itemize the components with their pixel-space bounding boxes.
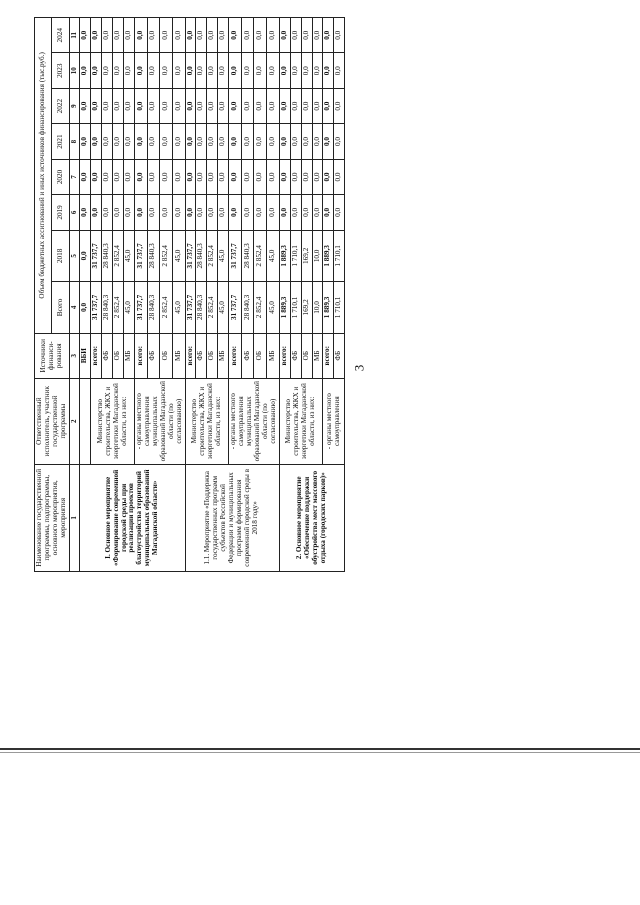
row-value-cell: 169,2 bbox=[301, 230, 312, 282]
row-value-cell: 0,0 bbox=[229, 18, 242, 54]
row-source-cell: МБ bbox=[267, 333, 280, 378]
row-value-cell: 0,0 bbox=[91, 159, 102, 194]
row-value-cell: 0,0 bbox=[124, 159, 135, 194]
row-value-cell: 0,0 bbox=[279, 159, 290, 194]
row-value-cell: 0,0 bbox=[160, 195, 173, 230]
row-value-cell: 0,0 bbox=[80, 88, 91, 123]
row-value-cell: 0,0 bbox=[185, 88, 196, 123]
row-value-cell: 0,0 bbox=[113, 88, 124, 123]
row-value-cell: 0,0 bbox=[124, 53, 135, 88]
row-value-cell: 0,0 bbox=[185, 159, 196, 194]
row-source-cell: МБ bbox=[172, 333, 185, 378]
header-year: 2023 bbox=[52, 53, 69, 88]
row-value-cell: 0,0 bbox=[334, 159, 345, 194]
row-value-cell: 0,0 bbox=[91, 53, 102, 88]
row-value-cell: 0,0 bbox=[218, 88, 229, 123]
row-value-cell: 10,0 bbox=[312, 282, 323, 334]
row-value-cell: 0,0 bbox=[172, 18, 185, 54]
row-value-cell: 0,0 bbox=[80, 195, 91, 230]
row-value-cell: 0,0 bbox=[80, 159, 91, 194]
row-value-cell: 1 889,3 bbox=[323, 230, 334, 282]
row-value-cell: 0,0 bbox=[134, 18, 147, 54]
row-value-cell: 0,0 bbox=[254, 88, 267, 123]
table-row bbox=[80, 18, 91, 572]
row-value-cell: 0,0 bbox=[185, 53, 196, 88]
row-value-cell: 0,0 bbox=[134, 88, 147, 123]
row-value-cell: 2 852,4 bbox=[113, 230, 124, 282]
row-value-cell: 0,0 bbox=[124, 18, 135, 54]
row-value-cell: 0,0 bbox=[301, 195, 312, 230]
row-value-cell: 0,0 bbox=[218, 195, 229, 230]
row-source-cell: всего: bbox=[279, 333, 290, 378]
row-value-cell: 0,0 bbox=[267, 124, 280, 159]
row-value-cell: 0,0 bbox=[160, 18, 173, 54]
row-value-cell: 0,0 bbox=[241, 18, 254, 54]
row-value-cell: 0,0 bbox=[290, 159, 301, 194]
row-value-cell: 45,0 bbox=[124, 282, 135, 334]
row-value-cell: 0,0 bbox=[267, 53, 280, 88]
table-row bbox=[279, 18, 290, 572]
row-value-cell: 0,0 bbox=[207, 159, 218, 194]
row-value-cell: 0,0 bbox=[147, 53, 160, 88]
row-value-cell: 28 840,3 bbox=[147, 282, 160, 334]
row-value-cell: 0,0 bbox=[279, 88, 290, 123]
row-value-cell: 0,0 bbox=[147, 195, 160, 230]
row-value-cell: 0,0 bbox=[172, 53, 185, 88]
row-source-cell: ВБИ bbox=[80, 333, 91, 378]
row-value-cell: 0,0 bbox=[301, 88, 312, 123]
bottom-rule bbox=[0, 748, 640, 750]
row-value-cell: 0,0 bbox=[254, 159, 267, 194]
row-source-cell: всего: bbox=[229, 333, 242, 378]
row-value-cell: 1 889,3 bbox=[279, 282, 290, 334]
row-value-cell: 0,0 bbox=[323, 88, 334, 123]
row-value-cell: 0,0 bbox=[207, 195, 218, 230]
row-value-cell: 0,0 bbox=[218, 124, 229, 159]
row-value-cell: 0,0 bbox=[229, 88, 242, 123]
row-value-cell: 0,0 bbox=[207, 124, 218, 159]
row-value-cell: 28 840,3 bbox=[196, 282, 207, 334]
row-value-cell: 0,0 bbox=[279, 18, 290, 54]
row-value-cell: 28 840,3 bbox=[241, 230, 254, 282]
row-value-cell: 0,0 bbox=[160, 124, 173, 159]
row-value-cell: 0,0 bbox=[218, 53, 229, 88]
row-source-cell: ФБ bbox=[334, 333, 345, 378]
row-value-cell: 0,0 bbox=[334, 195, 345, 230]
column-number: 9 bbox=[69, 88, 80, 123]
row-value-cell: 0,0 bbox=[312, 159, 323, 194]
row-value-cell: 1 710,1 bbox=[334, 282, 345, 334]
header-budget: Объем бюджетных ассигнований и иных источников финансирования (тыс.руб.) bbox=[35, 18, 52, 334]
row-value-cell: 28 840,3 bbox=[147, 230, 160, 282]
row-value-cell: 45,0 bbox=[172, 282, 185, 334]
column-number: 10 bbox=[69, 53, 80, 88]
row-value-cell: 0,0 bbox=[124, 124, 135, 159]
row-value-cell: 0,0 bbox=[267, 195, 280, 230]
row-name-cell: I. Основное мероприятие «Формирование современной городской среды при реализации проектов благоустройства территорий муниципальных образований Магаданской области» bbox=[80, 464, 185, 571]
row-name-cell: 2. Основное мероприятие «Обеспечение поддержки обустройства мест массового отдыха (городских парков)» bbox=[279, 464, 345, 571]
row-value-cell: 2 852,4 bbox=[254, 282, 267, 334]
row-value-cell: 0,0 bbox=[301, 18, 312, 54]
row-responsible-cell: - органы местного самоуправления муниципальных образований Магаданской области (по согласованию) bbox=[229, 378, 280, 464]
row-value-cell: 0,0 bbox=[267, 159, 280, 194]
row-value-cell: 0,0 bbox=[134, 53, 147, 88]
column-number: 11 bbox=[69, 18, 80, 54]
row-value-cell: 0,0 bbox=[207, 53, 218, 88]
row-value-cell: 0,0 bbox=[102, 159, 113, 194]
row-value-cell: 2 852,4 bbox=[113, 282, 124, 334]
row-value-cell: 28 840,3 bbox=[196, 230, 207, 282]
row-value-cell: 0,0 bbox=[218, 159, 229, 194]
row-value-cell: 0,0 bbox=[279, 195, 290, 230]
row-value-cell: 0,0 bbox=[80, 18, 91, 54]
row-value-cell: 0,0 bbox=[312, 18, 323, 54]
row-source-cell: ФБ bbox=[196, 333, 207, 378]
row-value-cell: 0,0 bbox=[290, 88, 301, 123]
row-value-cell: 0,0 bbox=[124, 195, 135, 230]
row-value-cell: 0,0 bbox=[134, 124, 147, 159]
row-value-cell: 2 852,4 bbox=[207, 282, 218, 334]
row-responsible-cell: - органы местного самоуправления муниципальных образований Магаданской области (по согласованию) bbox=[134, 378, 185, 464]
row-value-cell: 0,0 bbox=[290, 195, 301, 230]
row-value-cell: 0,0 bbox=[312, 124, 323, 159]
row-value-cell: 0,0 bbox=[160, 53, 173, 88]
row-value-cell: 28 840,3 bbox=[241, 282, 254, 334]
row-value-cell: 0,0 bbox=[134, 159, 147, 194]
row-value-cell: 2 852,4 bbox=[160, 282, 173, 334]
row-value-cell: 45,0 bbox=[172, 230, 185, 282]
row-value-cell: 0,0 bbox=[147, 159, 160, 194]
row-value-cell: 31 737,7 bbox=[134, 230, 147, 282]
row-responsible-cell: Министерство строительства, ЖКХ и энергетики Магаданской области, из них: bbox=[185, 378, 229, 464]
row-value-cell: 0,0 bbox=[334, 18, 345, 54]
row-value-cell: 0,0 bbox=[241, 88, 254, 123]
row-value-cell: 0,0 bbox=[113, 124, 124, 159]
budget-table bbox=[34, 17, 345, 572]
row-responsible-cell: - органы местного самоуправления bbox=[323, 378, 345, 464]
row-value-cell: 0,0 bbox=[301, 124, 312, 159]
row-source-cell: МБ bbox=[218, 333, 229, 378]
row-value-cell: 0,0 bbox=[196, 88, 207, 123]
row-source-cell: всего: bbox=[134, 333, 147, 378]
row-value-cell: 0,0 bbox=[102, 195, 113, 230]
row-value-cell: 0,0 bbox=[323, 195, 334, 230]
row-value-cell: 0,0 bbox=[196, 195, 207, 230]
row-value-cell: 2 852,4 bbox=[160, 230, 173, 282]
row-value-cell: 0,0 bbox=[279, 124, 290, 159]
row-value-cell: 0,0 bbox=[323, 124, 334, 159]
row-value-cell: 0,0 bbox=[334, 124, 345, 159]
row-value-cell: 10,0 bbox=[312, 230, 323, 282]
row-value-cell: 0,0 bbox=[218, 18, 229, 54]
row-value-cell: 28 840,3 bbox=[102, 230, 113, 282]
row-value-cell: 0,0 bbox=[267, 18, 280, 54]
row-value-cell: 0,0 bbox=[102, 124, 113, 159]
row-source-cell: ОБ bbox=[207, 333, 218, 378]
header-year: 2022 bbox=[52, 88, 69, 123]
row-value-cell: 0,0 bbox=[207, 88, 218, 123]
row-value-cell: 45,0 bbox=[218, 282, 229, 334]
row-value-cell: 0,0 bbox=[196, 159, 207, 194]
row-value-cell: 0,0 bbox=[229, 124, 242, 159]
row-value-cell: 0,0 bbox=[254, 18, 267, 54]
row-value-cell: 31 737,7 bbox=[229, 230, 242, 282]
row-value-cell: 31 737,7 bbox=[91, 230, 102, 282]
row-value-cell: 0,0 bbox=[301, 159, 312, 194]
row-value-cell: 0,0 bbox=[323, 18, 334, 54]
row-value-cell: 31 737,7 bbox=[91, 282, 102, 334]
row-value-cell: 0,0 bbox=[80, 230, 91, 282]
row-value-cell: 0,0 bbox=[147, 18, 160, 54]
header-year: 2021 bbox=[52, 124, 69, 159]
column-number: 2 bbox=[69, 378, 80, 464]
row-value-cell: 0,0 bbox=[312, 53, 323, 88]
row-value-cell: 1 710,1 bbox=[290, 282, 301, 334]
row-source-cell: ФБ bbox=[241, 333, 254, 378]
row-value-cell: 0,0 bbox=[134, 195, 147, 230]
column-number: 5 bbox=[69, 230, 80, 282]
row-value-cell: 0,0 bbox=[102, 18, 113, 54]
row-value-cell: 0,0 bbox=[160, 88, 173, 123]
row-value-cell: 0,0 bbox=[185, 18, 196, 54]
row-source-cell: всего: bbox=[185, 333, 196, 378]
row-value-cell: 0,0 bbox=[91, 124, 102, 159]
row-value-cell: 0,0 bbox=[334, 53, 345, 88]
row-value-cell: 0,0 bbox=[91, 88, 102, 123]
row-source-cell: ФБ bbox=[102, 333, 113, 378]
row-value-cell: 45,0 bbox=[218, 230, 229, 282]
row-value-cell: 0,0 bbox=[301, 53, 312, 88]
header-year: 2024 bbox=[52, 18, 69, 54]
row-value-cell: 0,0 bbox=[160, 159, 173, 194]
row-value-cell: 0,0 bbox=[241, 53, 254, 88]
row-value-cell: 0,0 bbox=[196, 124, 207, 159]
row-value-cell: 0,0 bbox=[91, 18, 102, 54]
row-value-cell: 0,0 bbox=[241, 195, 254, 230]
column-number: 6 bbox=[69, 195, 80, 230]
row-value-cell: 1 889,3 bbox=[279, 230, 290, 282]
row-value-cell: 0,0 bbox=[241, 124, 254, 159]
row-value-cell: 0,0 bbox=[113, 159, 124, 194]
row-value-cell: 31 737,7 bbox=[134, 282, 147, 334]
row-value-cell: 0,0 bbox=[229, 195, 242, 230]
header-year: 2020 bbox=[52, 159, 69, 194]
row-value-cell: 31 737,7 bbox=[185, 230, 196, 282]
row-value-cell: 0,0 bbox=[196, 18, 207, 54]
row-value-cell: 0,0 bbox=[113, 195, 124, 230]
row-value-cell: 0,0 bbox=[80, 124, 91, 159]
row-value-cell: 0,0 bbox=[229, 53, 242, 88]
row-source-cell: всего: bbox=[323, 333, 334, 378]
header-year: 2019 bbox=[52, 195, 69, 230]
header-total: Всего bbox=[52, 282, 69, 334]
row-value-cell: 0,0 bbox=[254, 195, 267, 230]
row-value-cell: 0,0 bbox=[172, 88, 185, 123]
row-value-cell: 0,0 bbox=[254, 124, 267, 159]
row-value-cell: 0,0 bbox=[312, 88, 323, 123]
row-value-cell: 0,0 bbox=[241, 159, 254, 194]
row-value-cell: 0,0 bbox=[80, 53, 91, 88]
row-value-cell: 0,0 bbox=[102, 88, 113, 123]
page-number: 3 bbox=[351, 364, 367, 372]
header-source: Источники финанси-рования bbox=[35, 333, 70, 378]
row-value-cell: 45,0 bbox=[124, 230, 135, 282]
row-value-cell: 0,0 bbox=[113, 53, 124, 88]
budget-table-container bbox=[34, 17, 574, 572]
row-source-cell: ОБ bbox=[160, 333, 173, 378]
row-value-cell: 0,0 bbox=[290, 53, 301, 88]
row-value-cell: 0,0 bbox=[207, 18, 218, 54]
table-body bbox=[80, 18, 345, 572]
row-value-cell: 0,0 bbox=[312, 195, 323, 230]
row-value-cell: 0,0 bbox=[124, 88, 135, 123]
column-number: 8 bbox=[69, 124, 80, 159]
row-source-cell: ОБ bbox=[113, 333, 124, 378]
row-value-cell: 45,0 bbox=[267, 282, 280, 334]
header-name: Наименование государственной программы, подпрограммы, основного мероприятия, мероприятия bbox=[35, 464, 70, 571]
column-number: 3 bbox=[69, 333, 80, 378]
row-value-cell: 0,0 bbox=[102, 53, 113, 88]
row-responsible-cell: Министерство строительства, ЖКХ и энергетики Магаданской области, из них: bbox=[279, 378, 323, 464]
row-value-cell: 0,0 bbox=[196, 53, 207, 88]
row-source-cell: МБ bbox=[312, 333, 323, 378]
row-value-cell: 0,0 bbox=[267, 88, 280, 123]
row-value-cell: 0,0 bbox=[172, 159, 185, 194]
row-value-cell: 0,0 bbox=[323, 53, 334, 88]
row-responsible-cell bbox=[80, 378, 91, 464]
row-value-cell: 31 737,7 bbox=[229, 282, 242, 334]
row-value-cell: 1 889,3 bbox=[323, 282, 334, 334]
row-source-cell: МБ bbox=[124, 333, 135, 378]
row-value-cell: 45,0 bbox=[267, 230, 280, 282]
bottom-rule-thin bbox=[0, 752, 640, 753]
column-number: 1 bbox=[69, 464, 80, 571]
column-number: 7 bbox=[69, 159, 80, 194]
row-value-cell: 2 852,4 bbox=[207, 230, 218, 282]
row-value-cell: 0,0 bbox=[334, 88, 345, 123]
row-responsible-cell: Министерство строительства, ЖКХ и энергетики Магаданской области, из них: bbox=[91, 378, 135, 464]
row-source-cell: ФБ bbox=[147, 333, 160, 378]
row-value-cell: 31 737,7 bbox=[185, 282, 196, 334]
row-value-cell: 0,0 bbox=[91, 195, 102, 230]
table-row bbox=[185, 18, 196, 572]
row-source-cell: ОБ bbox=[301, 333, 312, 378]
row-value-cell: 2 852,4 bbox=[254, 230, 267, 282]
row-value-cell: 0,0 bbox=[80, 282, 91, 334]
row-value-cell: 0,0 bbox=[147, 88, 160, 123]
header-year: 2018 bbox=[52, 230, 69, 282]
column-number-row bbox=[69, 18, 80, 572]
row-value-cell: 1 710,1 bbox=[290, 230, 301, 282]
row-value-cell: 169,2 bbox=[301, 282, 312, 334]
row-value-cell: 0,0 bbox=[185, 195, 196, 230]
row-value-cell: 0,0 bbox=[113, 18, 124, 54]
row-value-cell: 0,0 bbox=[290, 124, 301, 159]
row-value-cell: 0,0 bbox=[172, 124, 185, 159]
row-value-cell: 0,0 bbox=[323, 159, 334, 194]
header-row bbox=[35, 18, 52, 572]
column-number: 4 bbox=[69, 282, 80, 334]
row-source-cell: ФБ bbox=[290, 333, 301, 378]
row-source-cell: всего: bbox=[91, 333, 102, 378]
row-name-cell: 1.1. Мероприятие «Поддержка государственных программ субъектов Российской Федерации и муниципальных программ формирования современной городской среды в 2018 году» bbox=[185, 464, 279, 571]
row-value-cell: 28 840,3 bbox=[102, 282, 113, 334]
row-source-cell: ОБ bbox=[254, 333, 267, 378]
row-value-cell: 0,0 bbox=[172, 195, 185, 230]
row-value-cell: 0,0 bbox=[279, 53, 290, 88]
row-value-cell: 0,0 bbox=[185, 124, 196, 159]
row-value-cell: 0,0 bbox=[229, 159, 242, 194]
row-value-cell: 1 710,1 bbox=[334, 230, 345, 282]
row-value-cell: 0,0 bbox=[147, 124, 160, 159]
row-value-cell: 0,0 bbox=[290, 18, 301, 54]
header-responsible: Ответственный исполнитель, участник государственной программы bbox=[35, 378, 70, 464]
row-value-cell: 0,0 bbox=[254, 53, 267, 88]
